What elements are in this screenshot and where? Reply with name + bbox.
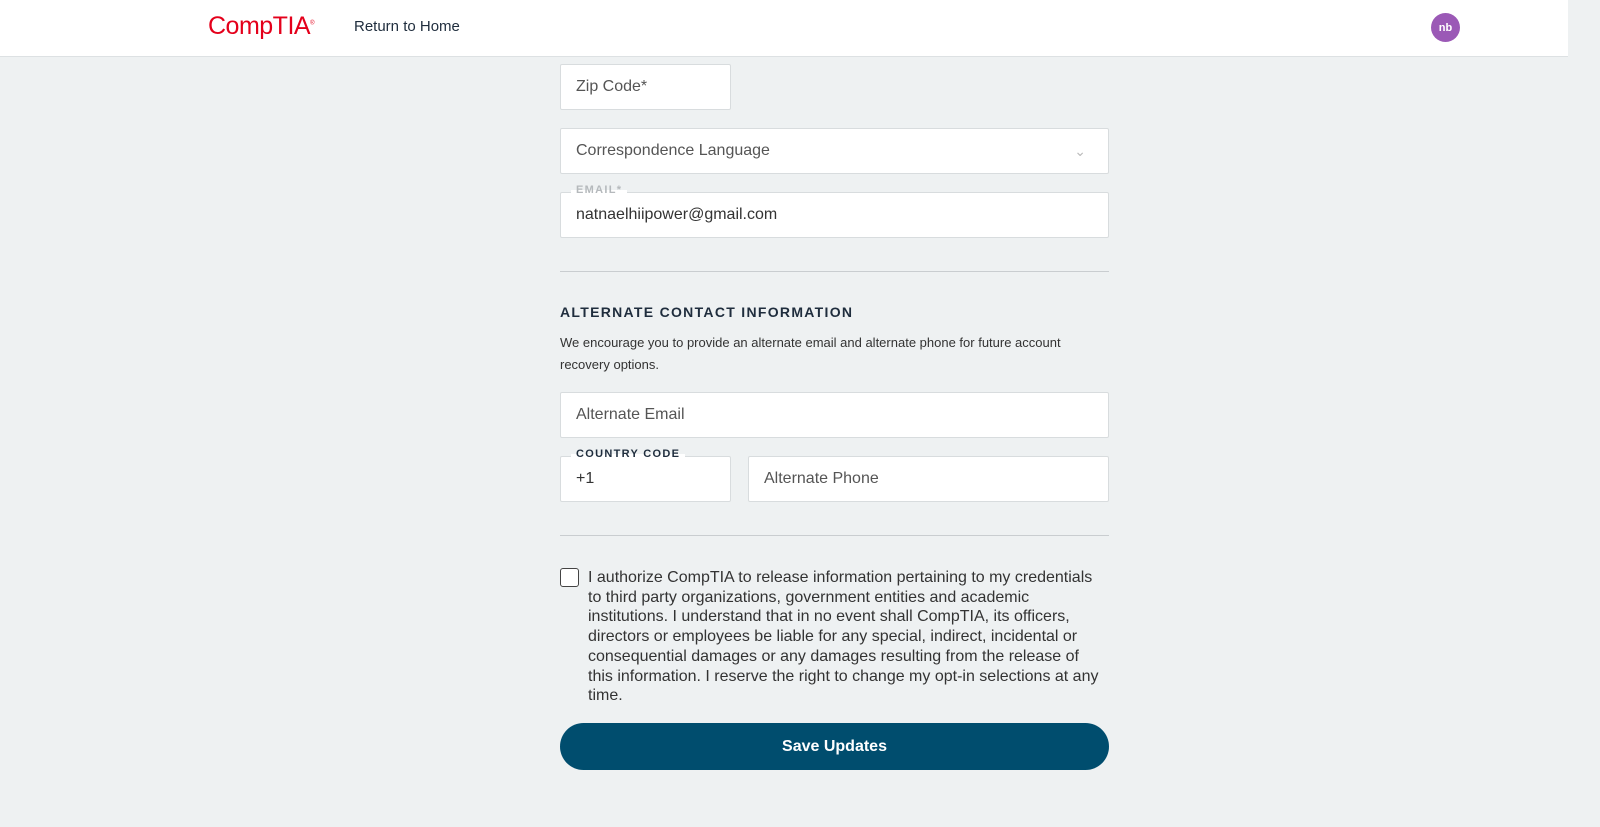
top-nav [0,0,1568,57]
zip-placeholder: Zip Code* [576,78,648,95]
comptia-logo[interactable]: CompTIA® [208,12,315,40]
country-code-value: +1 [576,470,595,487]
alternate-phone-input[interactable] [748,456,1109,502]
alternate-email-input[interactable] [560,392,1109,438]
zip-code-input[interactable] [560,64,731,110]
alt-email-placeholder: Alternate Email [576,406,685,423]
scrollbar[interactable] [1568,0,1600,827]
user-avatar[interactable]: nb [1431,13,1460,42]
divider [560,535,1109,536]
country-code-label: COUNTRY CODE [571,448,685,460]
logo-text: CompTIA [208,12,311,40]
authorize-text: I authorize CompTIA to release information pertaining to my credentials to third party organizations, government entities and academic institutions. I understand that in no event shall CompTIA, its officers, directors or employees be liable for any special, indirect, incidental or consequential damages or any damages resulting from the release of this information. I reserve the right to change my opt-in selections at any time. [588,569,1099,705]
alt-phone-placeholder: Alternate Phone [764,470,879,487]
email-label: EMAIL* [571,184,627,196]
email-value: natnaelhiipower@gmail.com [576,206,778,223]
alternate-contact-heading: ALTERNATE CONTACT INFORMATION [560,304,854,320]
save-updates-button[interactable]: Save Updates [560,723,1109,770]
email-input[interactable] [560,184,1109,238]
chevron-down-icon: ⌄ [1074,143,1086,159]
correspondence-language-select[interactable] [560,128,1109,174]
alternate-contact-description: We encourage you to provide an alternate email and alternate phone for future account recovery options. [560,335,1061,372]
country-code-input[interactable] [560,448,731,502]
divider [560,271,1109,272]
return-home-link[interactable]: Return to Home [354,18,460,35]
authorize-checkbox[interactable] [560,568,579,587]
language-placeholder: Correspondence Language [576,142,770,159]
